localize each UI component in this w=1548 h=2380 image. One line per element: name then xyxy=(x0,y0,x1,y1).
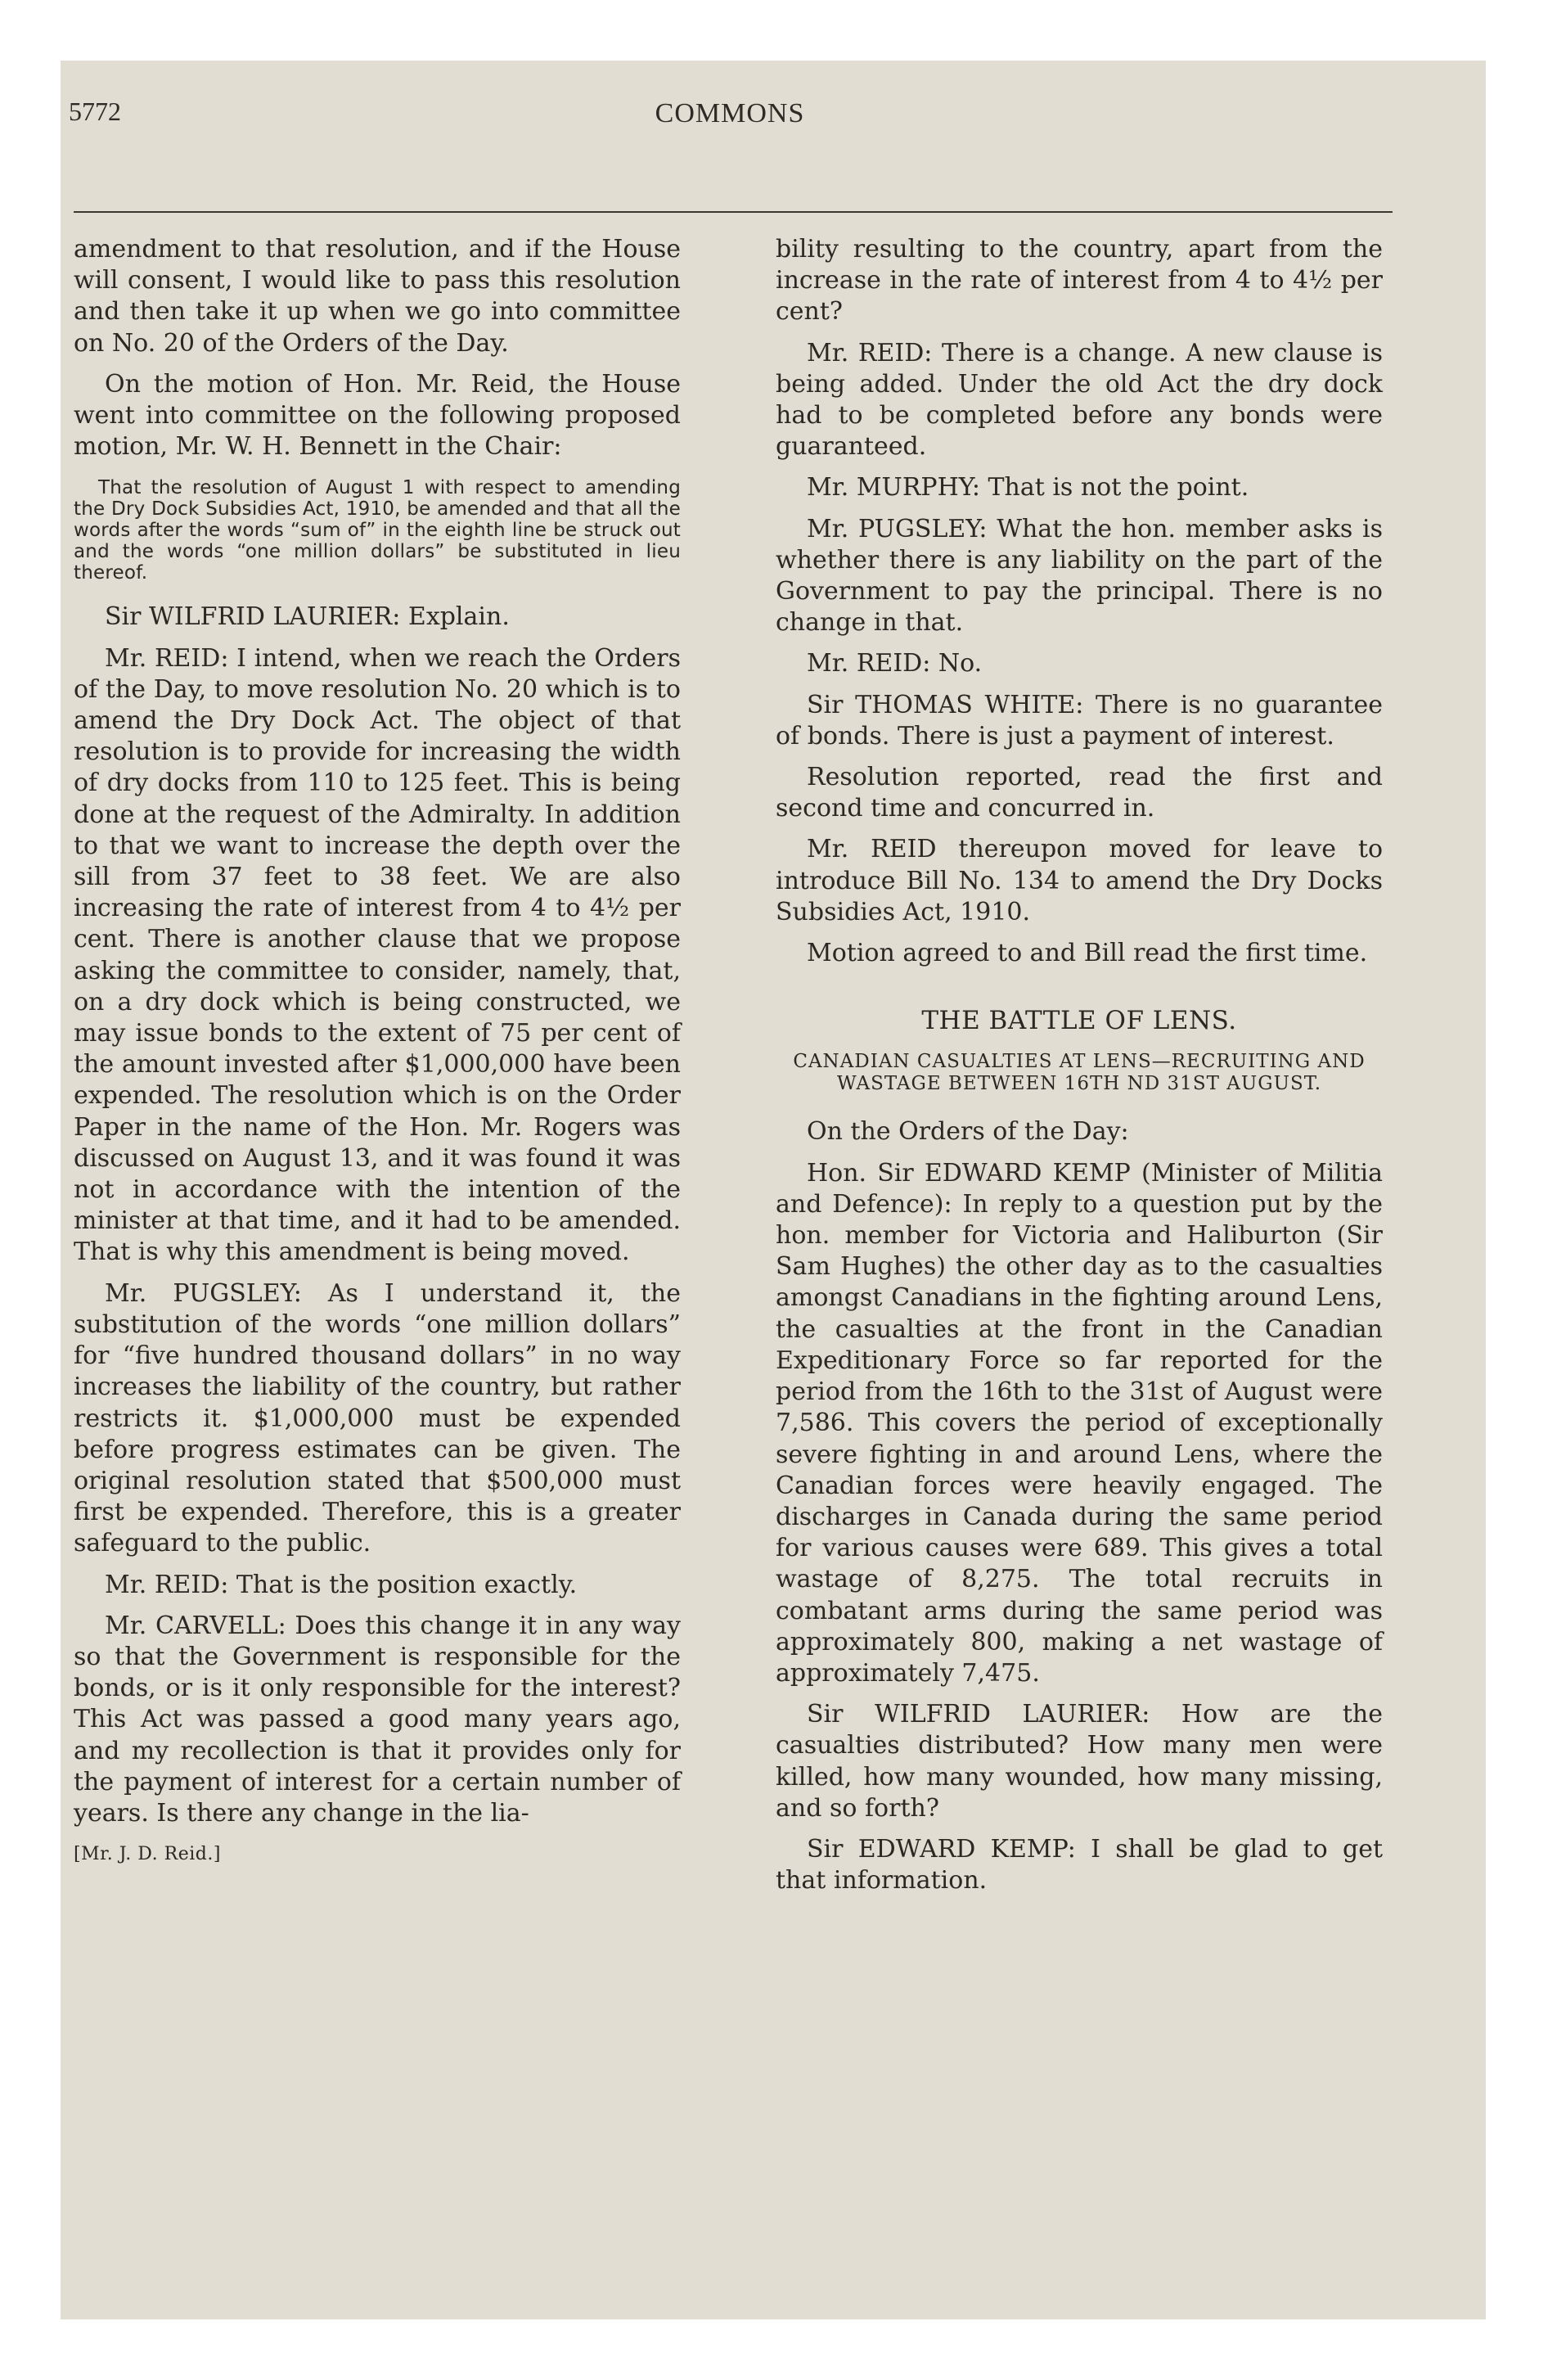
speech-paragraph: Sir WILFRID LAURIER: How are the casualties distributed? How many men were killed, how many wounded, how many missing, and so forth? xyxy=(776,1700,1383,1823)
right-column xyxy=(776,234,1383,1906)
speech-paragraph: Mr. REID: No. xyxy=(807,649,983,678)
page-number: 5772 xyxy=(69,97,121,126)
page-header xyxy=(69,97,1391,146)
paragraph: Mr. REID thereupon moved for leave to introduce Bill No. 134 to amend the Dry Docks Subsidies Act, 1910. xyxy=(776,835,1383,926)
paragraph: On the Orders of the Day: xyxy=(807,1117,1129,1147)
speech-paragraph: Sir THOMAS WHITE: There is no guarantee of bonds. There is just a payment of interest. xyxy=(776,690,1383,751)
paragraph: On the motion of Hon. Mr. Reid, the House went into committee on the following proposed motion, Mr. W. H. Bennett in the Chair: xyxy=(74,369,681,462)
speech-paragraph: Mr. PUGSLEY: As I understand it, the substitution of the words “one million dollars” for “five hundred thousand dollars” in no way increases the liability of the country, but rather restricts it. $1,000,000 must be expended before progress estimates can be given. The original resolution stated that $500,000 must first be expended. Therefore, this is a greater safeguard to the public. xyxy=(74,1278,681,1558)
left-column xyxy=(74,234,681,1880)
speech-paragraph: Mr. REID: I intend, when we reach the Orders of the Day, to move resolution No. 20 which is to amend the Dry Dock Act. The object of that resolution is to provide for increasing the width of dry docks from 110 to 125 feet. This is being done at the request of the Admiralty. In addition to that we want to increase the depth over the sill from 37 feet to 38 feet. We are also increasing the rate of interest from 4 to 4½ per cent. There is another clause that we propose asking the committee to consider, namely, that, on a dry dock which is being constructed, we may issue bonds to the extent of 75 per cent of the amount invested after $1,000,000 have been expended. The resolution which is on the Order Paper in the name of the Hon. Mr. Rogers was discussed on August 13, and it was found it was not in accordance with the intention of the minister at that time, and it had to be amended. That is why this amendment is being moved. xyxy=(74,643,681,1267)
header-rule xyxy=(74,211,1393,213)
paragraph: amendment to that resolution, and if the House will consent, I would like to pass this resolution and then take it up when we go into committee on No. 20 of the Orders of the Day. xyxy=(74,235,681,358)
speech-paragraph: Mr. PUGSLEY: What the hon. member asks is whether there is any liability on the part of the Government to pay the principal. There is no change in that. xyxy=(776,514,1383,638)
speech-paragraph: Sir WILFRID LAURIER: Explain. xyxy=(105,602,510,632)
paragraph: Resolution reported, read the first and second time and concurred in. xyxy=(776,763,1383,823)
speech-paragraph: Mr. MURPHY: That is not the point. xyxy=(807,473,1249,503)
running-title: COMMONS xyxy=(655,98,805,128)
footer-reference: [Mr. J. D. Reid.] xyxy=(74,1844,221,1865)
speech-paragraph: Mr. REID: There is a change. A new clause is being added. Under the old Act the dry dock had to be completed before any bonds were guaranteed. xyxy=(776,338,1383,462)
quoted-motion: That the resolution of August 1 with respect to amending the Dry Dock Subsidies Act, 1910, be amended and that all the words after the words “sum of” in the eighth line be struck out and the words “one million dollars” be substituted in lieu thereof. xyxy=(74,477,681,584)
speech-paragraph: Mr. CARVELL: Does this change it in any way so that the Government is responsible for the bonds, or is it only responsible for the interest? This Act was passed a good many years ago, and my recollection is that it provides only for the payment of interest for a certain number of years. Is there any change in the lia- xyxy=(74,1611,681,1828)
speech-paragraph: Mr. REID: That is the position exactly. xyxy=(105,1570,578,1599)
paragraph: Motion agreed to and Bill read the first time. xyxy=(807,939,1368,968)
section-subheading: CANADIAN CASUALTIES AT LENS—RECRUITING AND WASTAGE BETWEEN 16TH ND 31ST AUGUST. xyxy=(793,1051,1366,1095)
paragraph: bility resulting to the country, apart from the increase in the rate of interest from 4 to 4½ per cent? xyxy=(776,235,1383,327)
speech-paragraph: Sir EDWARD KEMP: I shall be glad to get that information. xyxy=(776,1834,1383,1895)
speech-paragraph: Hon. Sir EDWARD KEMP (Minister of Militia and Defence): In reply to a question put by the hon. member for Victoria and Haliburton (Sir Sam Hughes) the other day as to the casualties amongst Canadians in the fighting around Lens, the casualties at the front in the Canadian Expeditionary Force so far reported for the period from the 16th to the 31st of August were 7,586. This covers the period of exceptionally severe fighting in and around Lens, where the Canadian forces were heavily engaged. The discharges in Canada during the same period for various causes were 689. This gives a total wastage of 8,275. The total recruits in combatant arms during the same period was approximately 800, making a net wastage of approximately 7,475. xyxy=(776,1158,1383,1688)
section-title: THE BATTLE OF LENS. xyxy=(921,1006,1237,1036)
